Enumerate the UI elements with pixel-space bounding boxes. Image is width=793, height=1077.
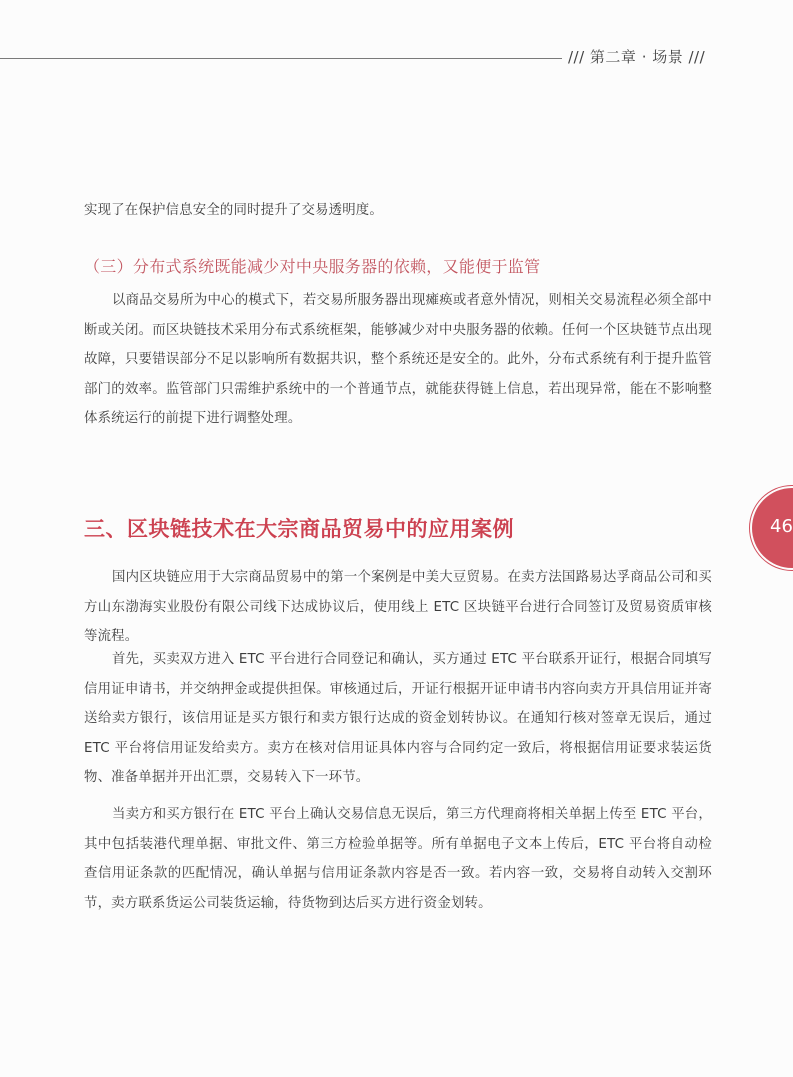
page-number: 46 — [770, 516, 793, 537]
section-heading: 三、区块链技术在大宗商品贸易中的应用案例 — [84, 517, 514, 541]
chapter-header: /// 第二章 · 场景 /// — [568, 48, 706, 66]
paragraph-document-verification: 当卖方和买方银行在 ETC 平台上确认交易信息无误后，第三方代理商将相关单据上传至 ETC 平台，其中包括装港代理单据、审批文件、第三方检验单据等。所有单据电子文本上传后，ETC 平台将自动检查信用证条款的匹配情况，确认单据与信用证条款内容是否一致。若内容一致，交易将自动转入交割环节，卖方联系货运公司装货运输，待货物到达后买方进行资金划转。 — [84, 807, 712, 911]
paragraph-continuation: 实现了在保护信息安全的同时提升了交易透明度。 — [84, 203, 383, 218]
section-subheading: （三）分布式系统既能减少对中央服务器的依赖，又能便于监管 — [84, 257, 541, 276]
paragraph-contract-process: 首先，买卖双方进入 ETC 平台进行合同登记和确认，买方通过 ETC 平台联系开证行，根据合同填写信用证申请书，并交纳押金或提供担保。审核通过后，开证行根据开证申请书内容向卖方开具信用证并寄送给卖方银行，该信用证是买方银行和卖方银行达成的资金划转协议。在通知行核对签章无误后，通过 ETC 平台将信用证发给卖方。卖方在核对信用证具体内容与合同约定一致后，将根据信用证要求装运货物、准备单据并开出汇票，交易转入下一环节。 — [84, 652, 712, 785]
paragraph-case-intro: 国内区块链应用于大宗商品贸易中的第一个案例是中美大豆贸易。在卖方法国路易达孚商品公司和买方山东渤海实业股份有限公司线下达成协议后，使用线上 ETC 区块链平台进行合同签订及贸易资质审核等流程。 — [84, 570, 712, 644]
header-rule — [0, 58, 562, 59]
paragraph-distributed-system: 以商品交易所为中心的模式下，若交易所服务器出现瘫痪或者意外情况，则相关交易流程必须全部中断或关闭。而区块链技术采用分布式系统框架，能够减少对中央服务器的依赖。任何一个区块链节点出现故障，只要错误部分不足以影响所有数据共识，整个系统还是安全的。此外，分布式系统有利于提升监管部门的效率。监管部门只需维护系统中的一个普通节点，就能获得链上信息，若出现异常，能在不影响整体系统运行的前提下进行调整处理。 — [84, 293, 712, 426]
